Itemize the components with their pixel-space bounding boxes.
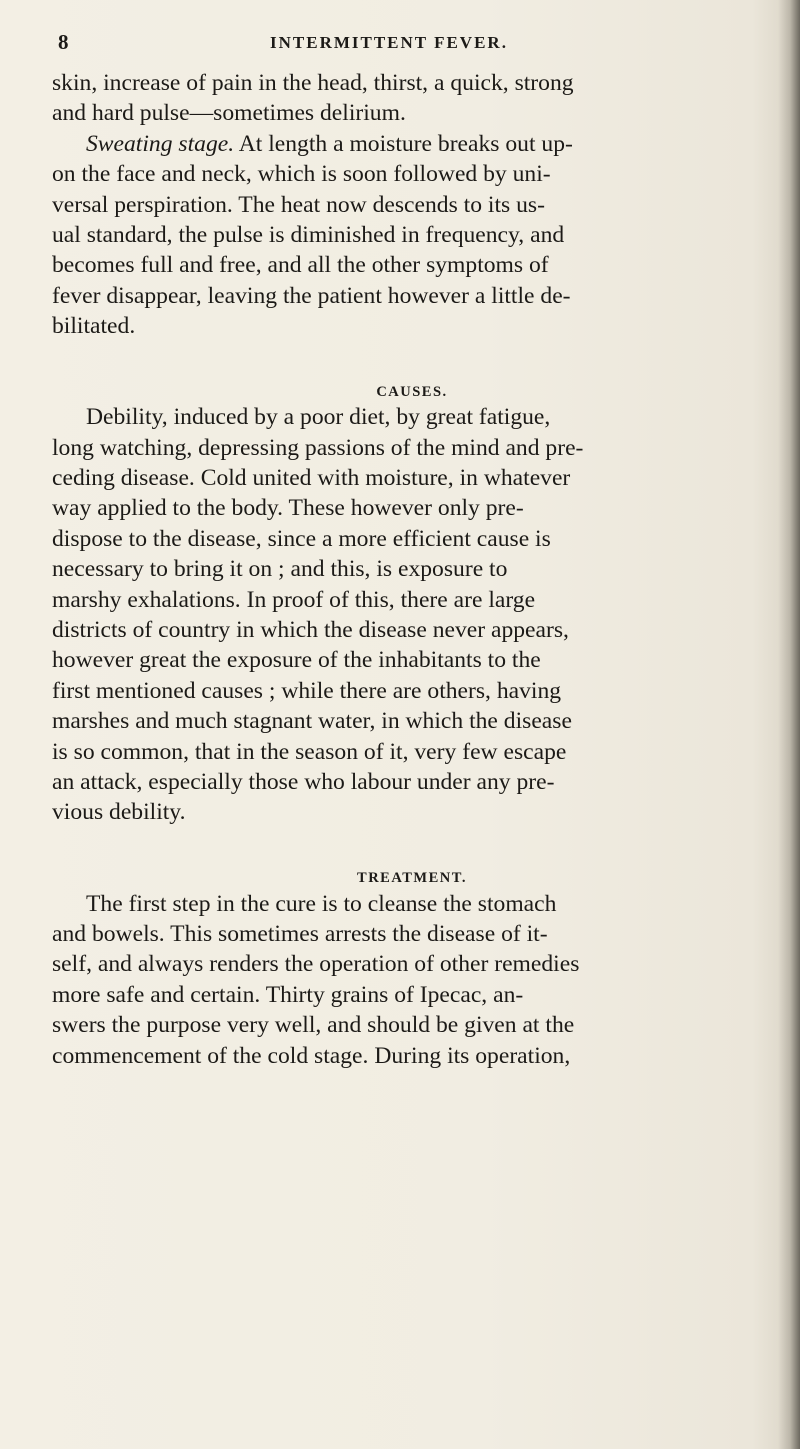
causes-heading: CAUSES. <box>376 383 448 400</box>
text-line: Debility, induced by a poor diet, by great fatigue, <box>86 404 551 431</box>
page-edge-shadow <box>778 0 800 1449</box>
text-line: on the face and neck, which is soon followed by uni- <box>52 161 551 188</box>
text-line: ceding disease. Cold united with moisture, in whatever <box>52 465 571 492</box>
text-line: commencement of the cold stage. During its operation, <box>52 1042 571 1069</box>
running-title: INTERMITTENT FEVER. <box>270 33 508 52</box>
text-line: The first step in the cure is to cleanse the stomach <box>86 890 557 917</box>
sweating-stage-label: Sweating stage. <box>86 130 235 157</box>
text-line: marshy exhalations. In proof of this, there are large <box>52 586 536 613</box>
text-line: is so common, that in the season of it, very few escape <box>52 738 567 765</box>
text-line <box>52 129 772 159</box>
text-line: however great the exposure of the inhabitants to the <box>52 647 541 674</box>
text-line: and hard pulse—sometimes delirium. <box>52 100 406 127</box>
text-line: swers the purpose very well, and should be given at the <box>52 1012 575 1039</box>
text-line: vious debility. <box>52 799 186 826</box>
text-line: dispose to the disease, since a more efficient cause is <box>52 525 551 552</box>
text-line: necessary to bring it on ; and this, is exposure to <box>52 556 508 583</box>
text-line: more safe and certain. Thirty grains of Ipecac, an- <box>52 981 524 1008</box>
text-line: long watching, depressing passions of the mind and pre- <box>52 434 584 461</box>
running-head <box>50 30 750 58</box>
section-gap <box>52 342 772 372</box>
text-line: becomes full and free, and all the other symptoms of <box>52 252 549 279</box>
body-text <box>52 68 772 1071</box>
text-line: districts of country in which the disease never appears, <box>52 617 569 644</box>
text-line: first mentioned causes ; while there are others, having <box>52 677 562 704</box>
text-line: versal perspiration. The heat now descends to its us- <box>52 191 545 218</box>
treatment-heading: TREATMENT. <box>357 870 467 887</box>
section-gap <box>52 828 772 858</box>
text-line: way applied to the body. These however only pre- <box>52 495 524 522</box>
text-line: an attack, especially those who labour under any pre- <box>52 768 555 795</box>
text-line: marshes and much stagnant water, in which the disease <box>52 708 572 735</box>
text-line: self, and always renders the operation of other remedies <box>52 951 580 978</box>
text-line: skin, increase of pain in the head, thirst, a quick, strong <box>52 70 574 96</box>
text-run: At length a moisture breaks out up- <box>234 130 573 157</box>
text-line: and bowels. This sometimes arrests the disease of it- <box>52 920 548 947</box>
text-line: bilitated. <box>52 313 136 340</box>
text-line: fever disappear, leaving the patient however a little de- <box>52 282 571 309</box>
page-number: 8 <box>58 30 70 54</box>
text-line: ual standard, the pulse is diminished in frequency, and <box>52 221 565 248</box>
